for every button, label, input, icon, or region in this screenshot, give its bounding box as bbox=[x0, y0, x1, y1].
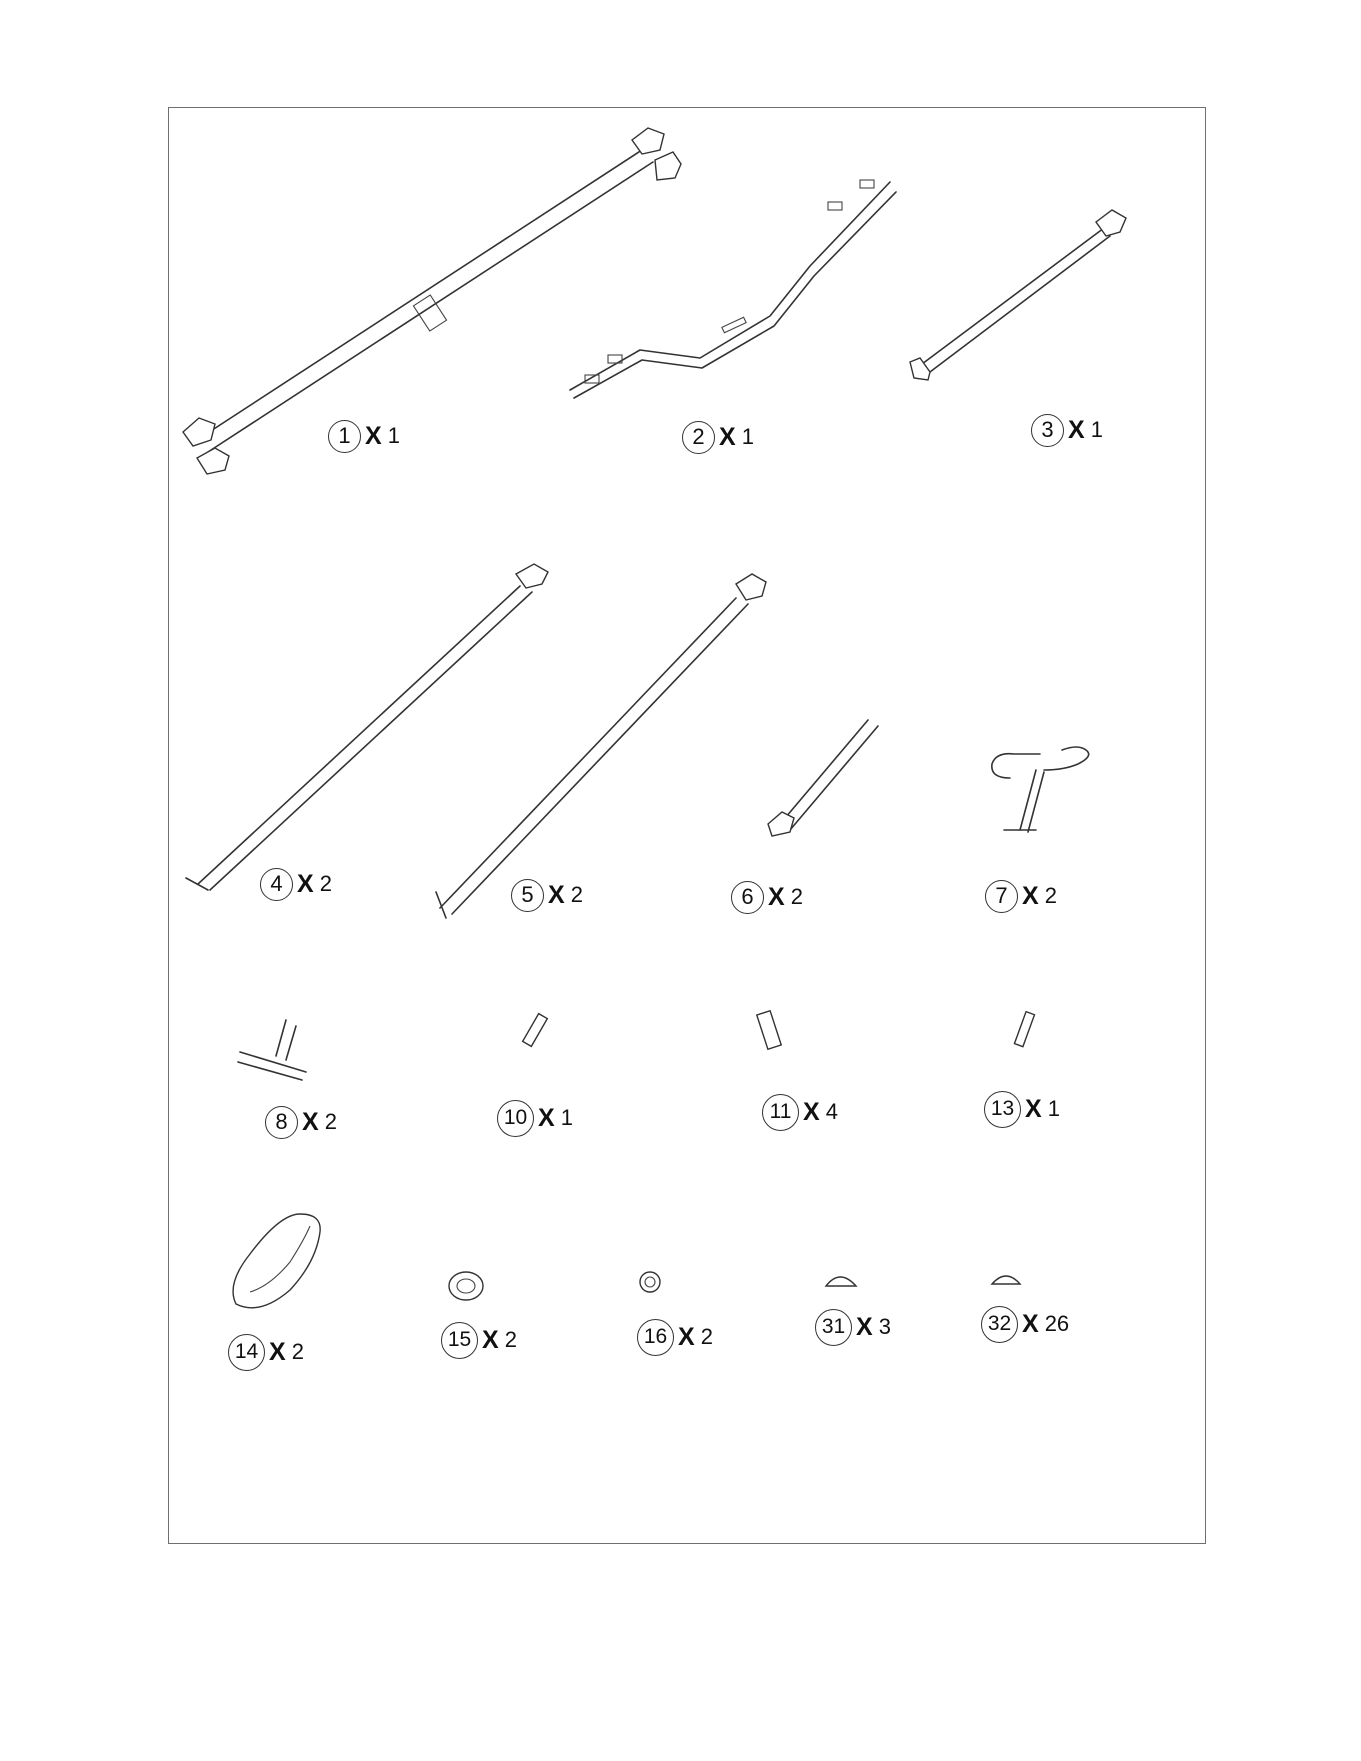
part-number-circle: 15 bbox=[441, 1322, 478, 1359]
part-number-circle: 10 bbox=[497, 1100, 534, 1137]
part-10-drawing bbox=[523, 1014, 548, 1047]
part-quantity: 2 bbox=[504, 1327, 517, 1352]
part-label bbox=[985, 878, 1057, 914]
multiply-sign: X bbox=[1068, 415, 1085, 444]
part-1-drawing bbox=[183, 128, 681, 474]
part-number-circle: 13 bbox=[984, 1091, 1021, 1128]
part-label bbox=[511, 877, 583, 913]
part-number-circle: 2 bbox=[682, 421, 715, 454]
part-label bbox=[731, 879, 803, 915]
multiply-sign: X bbox=[1022, 1309, 1039, 1338]
multiply-sign: X bbox=[548, 880, 565, 909]
multiply-sign: X bbox=[538, 1103, 555, 1132]
part-number-circle: 11 bbox=[762, 1094, 799, 1131]
multiply-sign: X bbox=[856, 1312, 873, 1341]
part-number-circle: 7 bbox=[985, 880, 1018, 913]
part-number-circle: 32 bbox=[981, 1306, 1018, 1343]
part-13-drawing bbox=[1014, 1012, 1034, 1047]
part-quantity: 1 bbox=[741, 424, 754, 449]
part-8-drawing bbox=[238, 1020, 306, 1080]
part-quantity: 2 bbox=[790, 884, 803, 909]
multiply-sign: X bbox=[482, 1325, 499, 1354]
part-7-drawing bbox=[992, 747, 1089, 832]
part-label bbox=[815, 1309, 891, 1345]
part-2-drawing bbox=[570, 180, 896, 398]
part-label bbox=[497, 1100, 573, 1136]
part-number-circle: 6 bbox=[731, 881, 764, 914]
part-label bbox=[265, 1104, 337, 1140]
part-number-circle: 3 bbox=[1031, 414, 1064, 447]
part-quantity: 2 bbox=[324, 1109, 337, 1134]
part-quantity: 3 bbox=[878, 1314, 891, 1339]
part-3-drawing bbox=[910, 210, 1126, 380]
part-quantity: 2 bbox=[570, 882, 583, 907]
part-5-drawing bbox=[436, 574, 766, 918]
part-quantity: 26 bbox=[1044, 1311, 1070, 1336]
part-6-drawing bbox=[768, 720, 878, 836]
part-label bbox=[260, 866, 332, 902]
multiply-sign: X bbox=[269, 1337, 286, 1366]
part-32-drawing bbox=[992, 1276, 1020, 1284]
part-number-circle: 1 bbox=[328, 420, 361, 453]
part-label bbox=[441, 1322, 517, 1358]
part-quantity: 2 bbox=[1044, 883, 1057, 908]
part-quantity: 1 bbox=[387, 423, 400, 448]
part-label bbox=[682, 419, 754, 455]
part-4-drawing bbox=[186, 564, 548, 890]
multiply-sign: X bbox=[365, 421, 382, 450]
multiply-sign: X bbox=[719, 422, 736, 451]
part-quantity: 4 bbox=[825, 1099, 838, 1124]
part-quantity: 1 bbox=[1090, 417, 1103, 442]
part-quantity: 2 bbox=[319, 871, 332, 896]
part-quantity: 1 bbox=[1047, 1096, 1060, 1121]
part-number-circle: 16 bbox=[637, 1319, 674, 1356]
part-label bbox=[1031, 412, 1103, 448]
part-number-circle: 4 bbox=[260, 868, 293, 901]
multiply-sign: X bbox=[678, 1322, 695, 1351]
part-label bbox=[328, 418, 400, 454]
part-label bbox=[762, 1094, 838, 1130]
part-number-circle: 14 bbox=[228, 1334, 265, 1371]
multiply-sign: X bbox=[297, 869, 314, 898]
multiply-sign: X bbox=[1022, 881, 1039, 910]
multiply-sign: X bbox=[768, 882, 785, 911]
part-label bbox=[984, 1091, 1060, 1127]
multiply-sign: X bbox=[803, 1097, 820, 1126]
part-16-drawing bbox=[640, 1272, 660, 1292]
part-quantity: 1 bbox=[560, 1105, 573, 1130]
part-label bbox=[637, 1319, 713, 1355]
part-number-circle: 31 bbox=[815, 1309, 852, 1346]
part-number-circle: 5 bbox=[511, 879, 544, 912]
part-number-circle: 8 bbox=[265, 1106, 298, 1139]
part-quantity: 2 bbox=[291, 1339, 304, 1364]
multiply-sign: X bbox=[1025, 1094, 1042, 1123]
part-label bbox=[981, 1306, 1069, 1342]
part-31-drawing bbox=[826, 1277, 856, 1286]
part-14-drawing bbox=[233, 1214, 320, 1308]
part-label bbox=[228, 1334, 304, 1370]
part-15-drawing bbox=[449, 1272, 483, 1300]
part-quantity: 2 bbox=[700, 1324, 713, 1349]
multiply-sign: X bbox=[302, 1107, 319, 1136]
part-11-drawing bbox=[757, 1011, 781, 1050]
